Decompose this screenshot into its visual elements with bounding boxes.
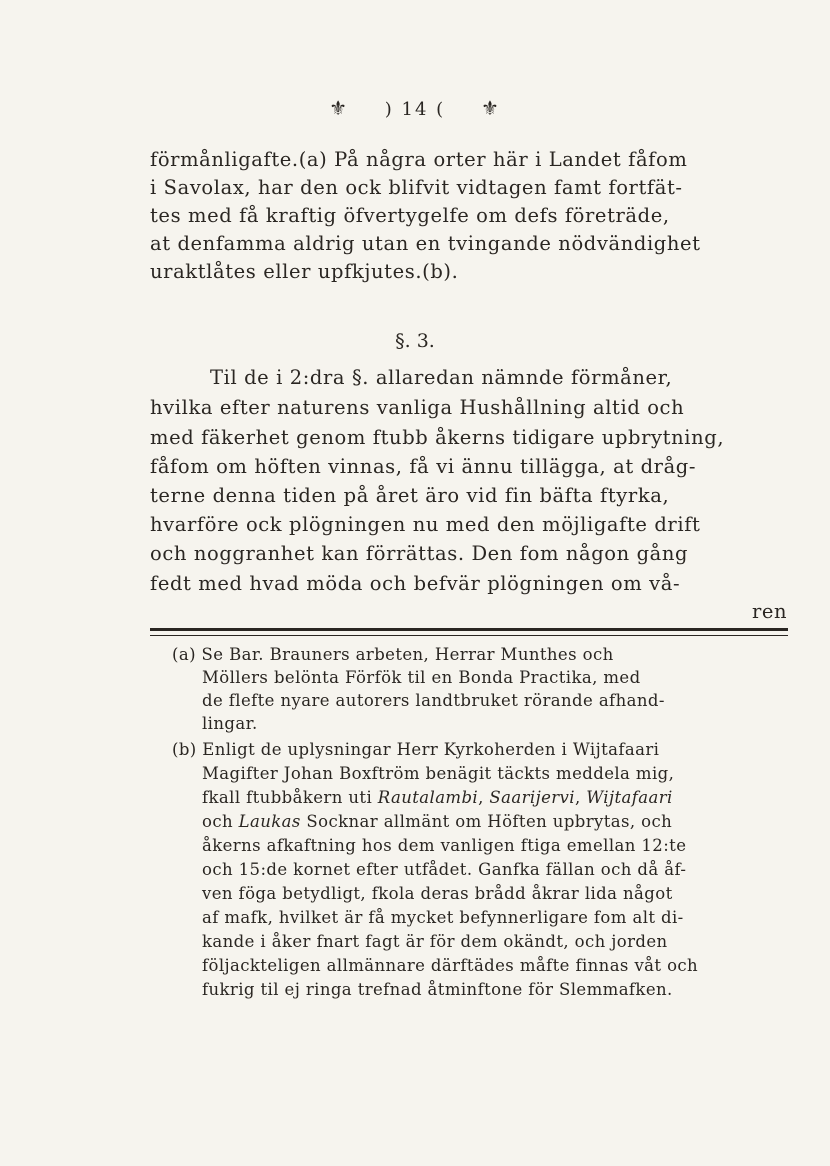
body-line: terne denna tiden på året äro vid fin bäfta ftyrka, xyxy=(150,484,670,507)
page-number: ) 14 ( xyxy=(384,99,446,120)
section-heading: §. 3. xyxy=(395,330,435,352)
body-line: i Savolax, har den ock blifvit vidtagen famt fortfät- xyxy=(150,176,683,199)
place-name: Wijtafaari xyxy=(586,788,673,807)
body-line: med fäkerhet genom ftubb åkerns tidigare upbrytning, xyxy=(150,426,725,449)
separator: , xyxy=(478,788,490,807)
place-name: Saarijervi xyxy=(489,788,575,807)
footnote-b-line xyxy=(202,788,673,807)
body-line: förmånligafte.(a) På några orter här i Landet fåfom xyxy=(150,148,688,171)
footnote-b-line xyxy=(202,812,672,831)
footnote-divider xyxy=(150,628,788,631)
fleur-ornament-icon: ⚜ xyxy=(329,96,350,120)
body-line: tes med få kraftig öfvertygelfe om defs företräde, xyxy=(150,204,670,227)
footnote-text: och xyxy=(202,812,239,831)
footnote-b-line: ven föga betydligt, fkola deras brådd åkrar lida något xyxy=(202,884,673,903)
catchword: ren xyxy=(752,600,788,623)
footnote-b-line: Magifter Johan Boxftröm benägit täckts meddela mig, xyxy=(202,764,675,783)
body-line: at denfamma aldrig utan en tvingande nödvändighet xyxy=(150,232,701,255)
footnote-a-line: lingar. xyxy=(202,714,258,733)
body-line: fedt med hvad möda och befvär plögningen om vå- xyxy=(150,572,681,595)
footnote-a-line: Möllers belönta Förfök til en Bonda Practika, med xyxy=(202,668,641,687)
footnote-b-line: och 15:de kornet efter utfådet. Ganfka fällan och då åf- xyxy=(202,860,687,879)
body-line: fåfom om höften vinnas, få vi ännu tillägga, at dråg- xyxy=(150,455,697,478)
footnote-b-line: åkerns afkaftning hos dem vanligen ftiga emellan 12:te xyxy=(202,836,687,855)
footnote-b-line: (b) Enligt de uplysningar Herr Kyrkoherden i Wijtafaari xyxy=(172,740,660,759)
footnote-text: fkall ftubbåkern uti xyxy=(202,788,378,807)
place-name: Laukas xyxy=(238,812,301,831)
body-line: uraktlåtes eller upfkjutes.(b). xyxy=(150,260,459,283)
separator: , xyxy=(574,788,587,807)
body-line: och noggranhet kan förrättas. Den fom någon gång xyxy=(150,542,689,565)
footnote-a-line: (a) Se Bar. Brauners arbeten, Herrar Munthes och xyxy=(172,645,614,664)
footnote-divider-thin xyxy=(150,635,788,636)
fleur-ornament-icon: ⚜ xyxy=(480,96,501,120)
page-header xyxy=(0,96,830,120)
footnote-b-line: fukrig til ej ringa trefnad åtminftone för Slemmafken. xyxy=(202,980,673,999)
footnote-a-line: de flefte nyare autorers landtbruket rörande afhand- xyxy=(202,691,665,710)
footnote-b-line: kande i åker fnart fagt är för dem okändt, och jorden xyxy=(202,932,668,951)
body-line: Til de i 2:dra §. allaredan nämnde förmåner, xyxy=(210,366,673,389)
footnote-b-line: af mafk, hvilket är få mycket befynnerligare fom alt di- xyxy=(202,908,684,927)
place-name: Rautalambi xyxy=(377,788,479,807)
body-line: hvarföre ock plögningen nu med den möjligafte drift xyxy=(150,513,701,536)
footnote-text: Socknar allmänt om Höften upbrytas, och xyxy=(300,812,673,831)
body-line: hvilka efter naturens vanliga Hushållning altid och xyxy=(150,396,685,419)
footnote-b-line: följackteligen allmännare därftädes måfte finnas våt och xyxy=(202,956,699,975)
